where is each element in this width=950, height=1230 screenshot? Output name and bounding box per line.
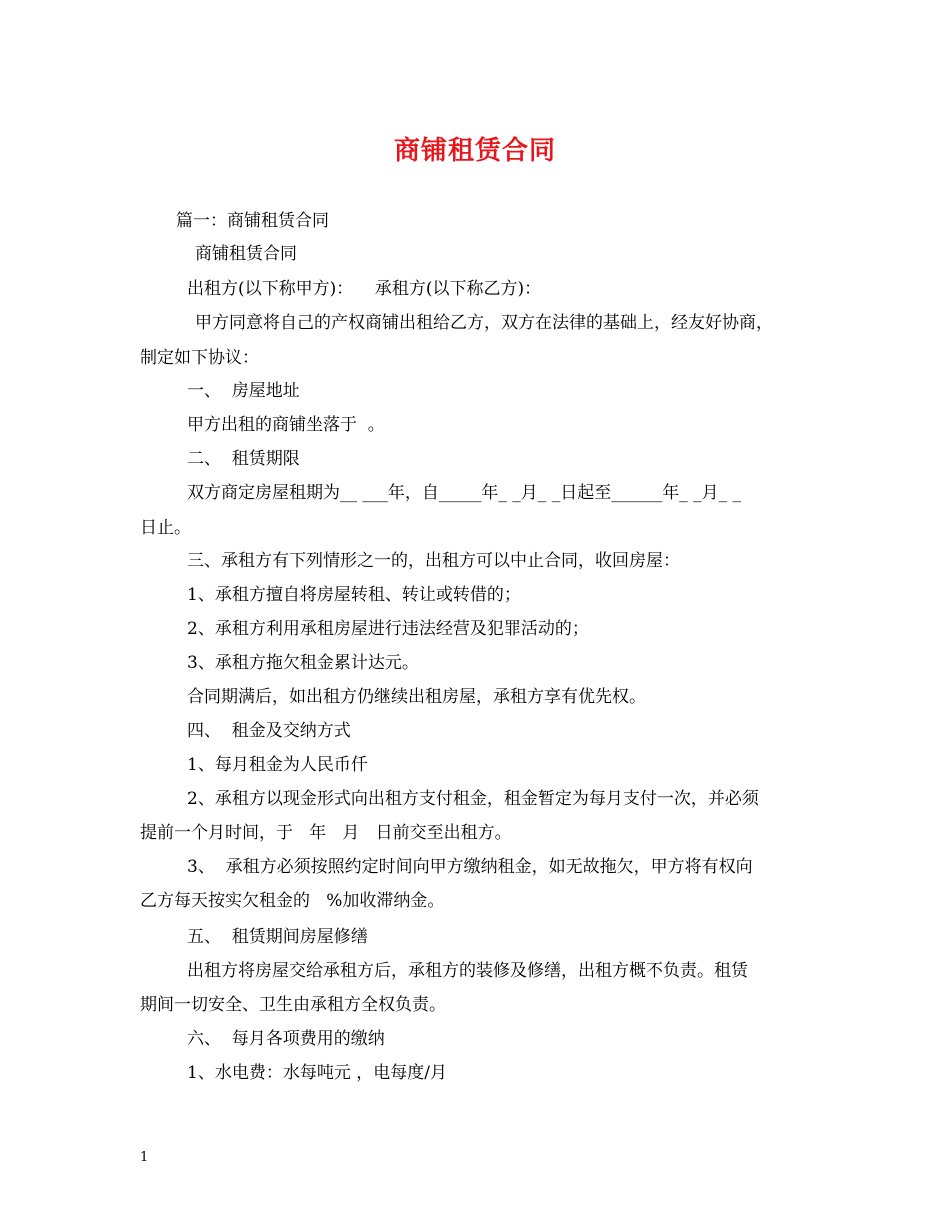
page-number: 1 <box>140 1150 149 1165</box>
termination-item-1: 1、承租方擅自将房屋转租、转让或转借的； <box>187 585 521 605</box>
intro-paragraph-line-1: 甲方同意将自己的产权商铺出租给乙方，双方在法律的基础上，经友好协商， <box>195 313 773 333</box>
clause-heading-fees: 六、 每月各项费用的缴纳 <box>187 1029 385 1049</box>
rent-item-3-line-1: 3、 承租方必须按照约定时间向甲方缴纳租金，如无故拖欠，甲方将有权向 <box>187 857 753 877</box>
rent-item-1: 1、每月租金为人民币仟 <box>187 755 368 775</box>
section-heading-part-one: 篇一：商铺租赁合同 <box>176 211 329 231</box>
clause-heading-address: 一、 房屋地址 <box>187 381 300 401</box>
repairs-line-2: 期间一切安全、卫生由承租方全权负责。 <box>140 995 446 1015</box>
rent-item-2-line-2: 提前一个月时间，于 年 月 日前交至出租方。 <box>140 823 512 843</box>
termination-item-2: 2、承租方利用承租房屋进行违法经营及犯罪活动的； <box>187 619 589 639</box>
clause-heading-termination: 三、承租方有下列情形之一的，出租方可以中止合同，收回房屋： <box>187 551 680 571</box>
clause-heading-repairs: 五、 租赁期间房屋修缮 <box>187 927 368 947</box>
fees-item-1: 1、水电费：水每吨元 ，电每度/月 <box>187 1063 447 1083</box>
rent-item-3-line-2: 乙方每天按实欠租金的 %加收滞纳金。 <box>140 891 445 911</box>
renewal-priority-line: 合同期满后，如出租方仍继续出租房屋，承租方享有优先权。 <box>187 687 646 707</box>
clause-heading-term: 二、 租赁期限 <box>187 449 300 469</box>
contract-subtitle: 商铺租赁合同 <box>195 244 297 264</box>
termination-item-3: 3、承租方拖欠租金累计达元。 <box>187 653 419 673</box>
document-title: 商铺租赁合同 <box>393 136 556 166</box>
parties-line: 出租方(以下称甲方)： 承租方(以下称乙方)： <box>187 279 542 299</box>
clause-heading-rent: 四、 租金及交纳方式 <box>187 721 351 741</box>
rent-item-2-line-1: 2、承租方以现金形式向出租方支付租金，租金暂定为每月支付一次，并必须 <box>187 789 759 809</box>
repairs-line-1: 出租方将房屋交给承租方后，承租方的装修及修缮，出租方概不负责。租赁 <box>187 961 748 981</box>
term-line-2: 日止。 <box>140 518 191 538</box>
address-line: 甲方出租的商铺坐落于 。 <box>187 415 385 435</box>
term-line-1: 双方商定房屋租期为__ ___年，自_____年_ _月_ _日起至______年_ _月_ _ <box>187 483 742 503</box>
intro-paragraph-line-2: 制定如下协议： <box>140 348 259 368</box>
